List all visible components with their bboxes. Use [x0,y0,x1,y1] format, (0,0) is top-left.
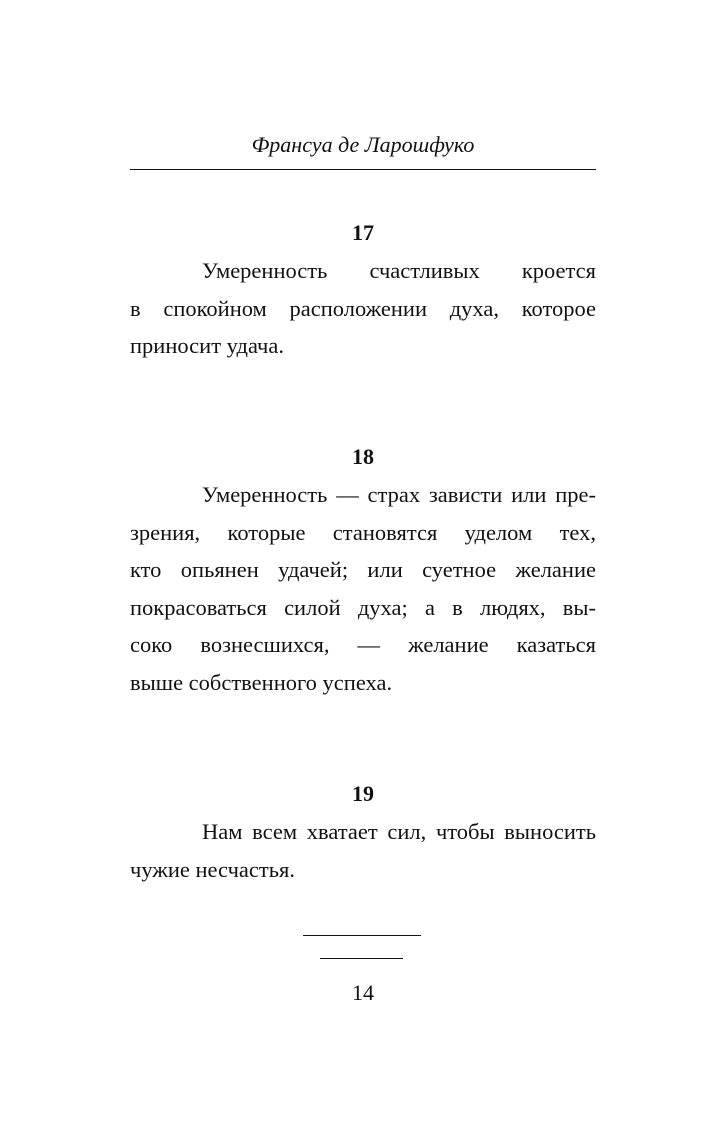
text-line: приносит удача. [130,333,284,358]
running-head: Франсуа де Ларошфуко [251,132,475,157]
text-line: кто опьянен удачей; или суетное желание [130,557,596,582]
text-line: зрения, которые становятся уделом тех, [130,519,596,545]
maxim-number: 18 [352,444,374,469]
text-line: Умеренность — страх зависти или пре- [202,482,596,507]
maxim-text [130,813,596,888]
text-line: чужие несчастья. [130,856,295,882]
footer-rule-short [320,958,403,959]
text-line: Умеренность счастливых кроется [202,258,596,283]
maxim-number: 19 [352,781,374,806]
text-line: соко вознесшихся, — желание казаться [130,632,596,657]
text-line: Нам всем хватает сил, чтобы выносить [202,819,596,844]
text-line: покрасоваться силой духа; а в людях, вы- [130,594,596,620]
maxim-text [130,476,596,701]
text-line: в спокойном расположении духа, которое [130,295,596,321]
page-number: 14 [352,980,374,1005]
maxim-number: 17 [352,220,374,245]
footer-rule-long [303,935,421,936]
maxim-text [130,252,596,365]
header-rule [130,169,596,170]
text-line: выше собственного успеха. [130,669,393,695]
